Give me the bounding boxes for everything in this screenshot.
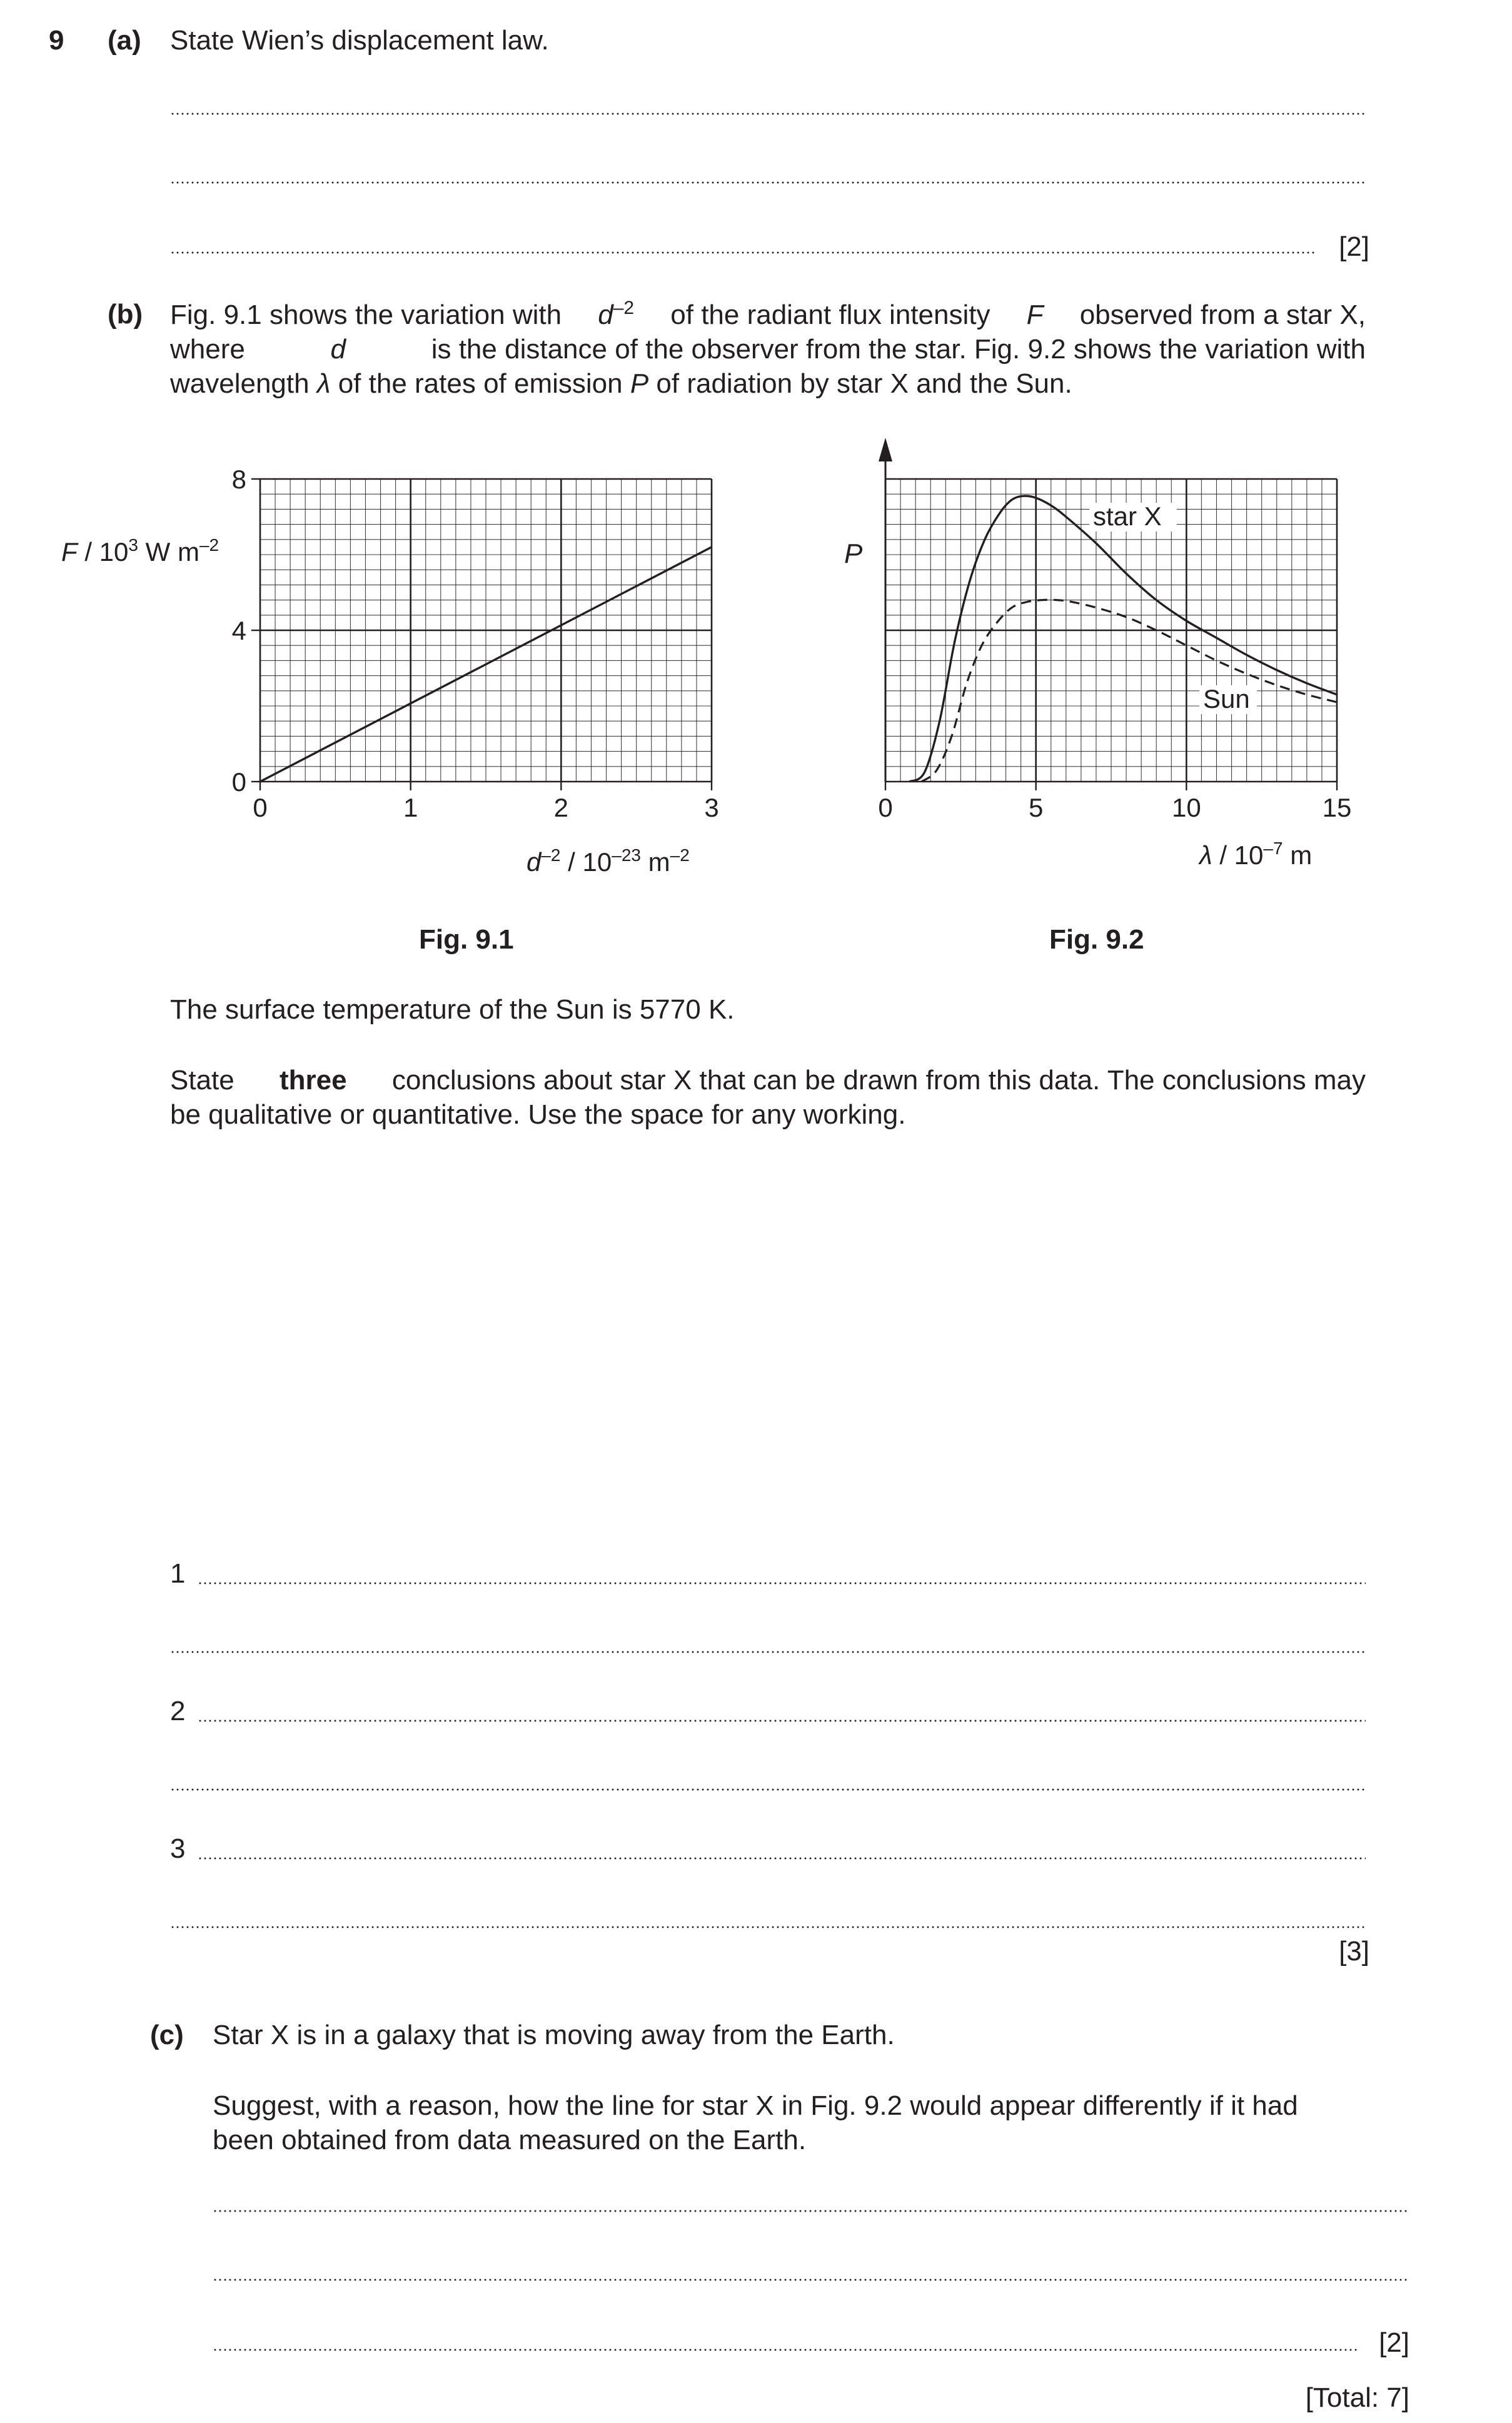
fig-9-2-ylabel: P — [844, 538, 863, 569]
part-c-question: Suggest, with a reason, how the line for star X in Fig. 9.2 would appear differently if it had been obtained from data measured on the Earth. — [213, 2090, 1298, 2155]
fig-9-2-tick-labels — [878, 793, 1351, 822]
x-tick-label: 15 — [1322, 793, 1352, 822]
x-tick-label: 10 — [1171, 793, 1201, 822]
x-tick-label: 0 — [253, 793, 268, 822]
x-tick-label: 3 — [704, 793, 719, 822]
fig-9-1-caption: Fig. 9.1 — [419, 924, 514, 955]
part-b-marks: [3] — [1339, 1936, 1369, 1967]
part-b-intro: Fig. 9.1 shows the variation with $d^{-2}$ of the radiant flux intensity F observed from a star X, where d is the distance of the observer from the star. Fig. 9.2 shows the variation with wavelength λ of the rates of emission P of radiation by star X and the Sun. — [170, 298, 1366, 399]
fig-9-2-series — [910, 496, 1337, 782]
answer-number-1: 1 — [170, 1558, 186, 1589]
answer-line[interactable] — [170, 1926, 1366, 1928]
answer-line[interactable] — [170, 181, 1366, 184]
fig-9-2-axes — [879, 438, 1337, 790]
answer-line[interactable] — [170, 113, 1366, 115]
answer-line[interactable] — [213, 2210, 1408, 2212]
conclusions-prompt: State three conclusions about star X that can be drawn from this data. The conclusions may be qualitative or quantitative. Use the space for any working. — [170, 1065, 1366, 1130]
fig-9-1-chart — [0, 438, 750, 875]
fig-9-2-xlabel: λ / $10^{-7}$ m — [1199, 839, 1313, 870]
part-a-label: (a) — [108, 25, 141, 56]
answer-line[interactable] — [213, 2279, 1408, 2281]
answer-line[interactable] — [198, 1582, 1366, 1584]
y-tick-label: 0 — [231, 767, 246, 797]
y-tick-label: 8 — [231, 465, 246, 494]
fig-9-1-tick-labels — [232, 465, 719, 822]
answer-line[interactable] — [170, 251, 1314, 254]
y-axis-arrow — [879, 438, 892, 461]
fig-9-2-caption: Fig. 9.2 — [1049, 924, 1144, 955]
star-x-curve — [910, 496, 1337, 782]
star-x-label: star X — [1093, 501, 1162, 531]
part-b-label: (b) — [108, 299, 143, 330]
total-marks: [Total: 7] — [1305, 2382, 1409, 2413]
answer-line[interactable] — [170, 1651, 1366, 1653]
question-number: 9 — [49, 25, 64, 56]
part-a-prompt: State Wien’s displacement law. — [170, 25, 549, 56]
fig-9-1-xlabel: $d^{-2} / 10^{-23}$ $m^{-2}$ — [527, 845, 690, 875]
part-c-label: (c) — [150, 2020, 184, 2050]
answer-line[interactable] — [213, 2349, 1357, 2351]
x-tick-label: 2 — [553, 793, 569, 822]
part-c-line1: Star X is in a galaxy that is moving away from the Earth. — [213, 2020, 895, 2050]
x-tick-label: 5 — [1028, 793, 1044, 822]
x-tick-label: 1 — [403, 793, 418, 822]
fig-9-2-chart — [750, 425, 1512, 875]
fig-9-1-grid — [260, 479, 712, 782]
part-a-marks: [2] — [1339, 231, 1369, 262]
part-c-marks: [2] — [1379, 2327, 1409, 2358]
y-tick-label: 4 — [231, 616, 246, 645]
answer-line[interactable] — [170, 1788, 1366, 1791]
answer-line[interactable] — [198, 1720, 1366, 1722]
sun-label: Sun — [1203, 684, 1250, 713]
answer-number-3: 3 — [170, 1833, 186, 1864]
x-tick-label: 0 — [878, 793, 893, 822]
answer-line[interactable] — [198, 1857, 1366, 1860]
fig-9-1-ylabel: F / $10^3$ W $m^{-2}$ — [61, 535, 219, 567]
sun-temperature-text: The surface temperature of the Sun is 5770 K. — [170, 994, 735, 1025]
answer-number-2: 2 — [170, 1696, 186, 1726]
